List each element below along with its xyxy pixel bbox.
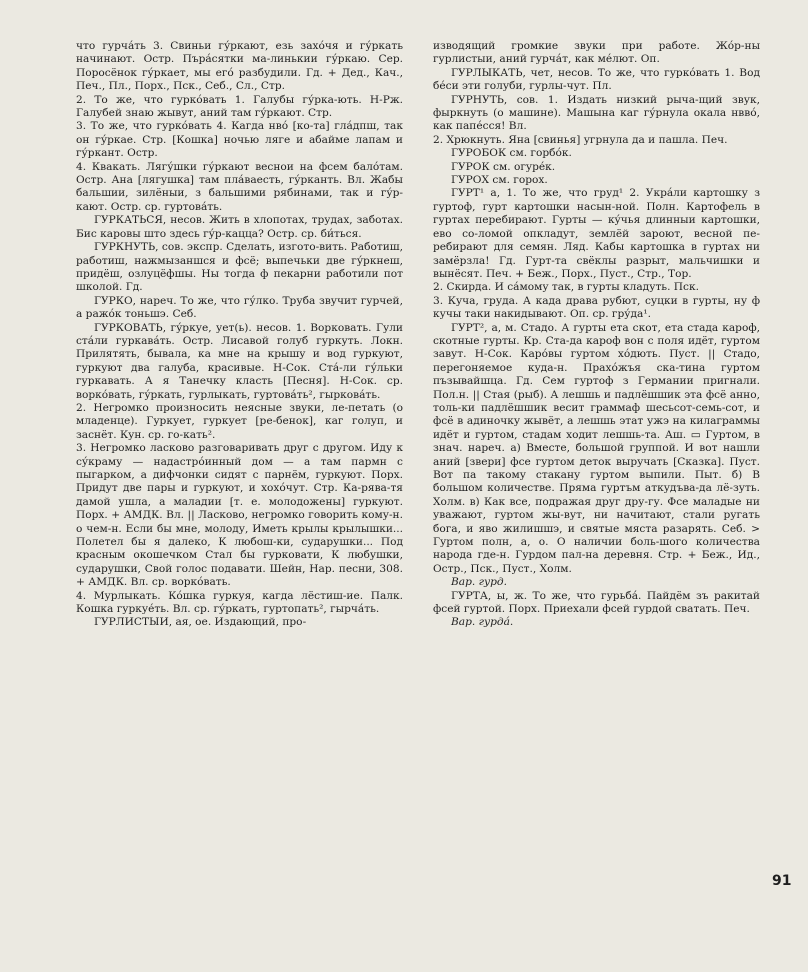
dictionary-entry: ГУРТА, ы, ж. То же, что гурьба́. Пайдём зъ ракитай фсей гуртой. Порх. Приехали фсей гурдой сватать. Печ. bbox=[433, 589, 760, 616]
entry-paragraph: 3. Куча, груда. А када драва рубют, суцки в гурты, ну ф кучы таки накидывают. Оп. ср. гру́да¹. bbox=[433, 294, 760, 321]
dictionary-entry: ГУРТ², а, м. Стадо. А гурты ета скот, ета стада кароф, скотные гурты. Кр. Ста-да кароф вон с поля идёт, гуртом завут. Н-Сок. Каро́вы гуртом хо́дють. Пуст. || Стадо, перегоняемое куда-н. Прахо́жъя ска-тина гуртом пъзывайшца. Гд. Сем гуртоф з Германии пригнали. Пол.н. || Стая (рыб). А лешшь и падлёшшик эта фсё анно, толь-ки падлёшшик весит граммаф шесьсот-семь-сот, и фсё в адиночку жывёт, а лешшь этат ужэ на килаграммы идёт и гуртом, стадам ходит лешшь-та. Аш. ▭ Гуртом, в знач. нареч. а) Вместе, большой группой. И вот нашли аний [звери] фсе гуртом деток выручать [Сказка]. Пуст. Вот па такому стакану гуртом выпили. Пыт. б) В большом количестве. Пряма гуртъм аткудъва-да лё-зуть. Холм. в) Как все, подражая друг дру-гу. Фсе маладые ни уважают, гуртом жы-вут, ни начитают, стали ругать бога, и яво жилишшэ, и святые мястa разарять. Себ. > Гуртом полн, а, о. О наличии боль-шого количества народа где-н. Гурдом пал-на деревня. Стр. + Беж., Ид., Остр., Пск., Пуст., Холм. bbox=[433, 321, 760, 575]
dictionary-entry: ГУРТ¹ а, 1. То же, что груд¹ 2. Укра́ли картошку з гуртоф, гурт картошки насын-ной. Полн. Картофель в гуртах перебирают. Гурты — ку́чья длинныи картошки, ево со-ломой опкладут, землёй зароют, весной пе-ребирают для семян. Ляд. Кабы картошка в гуртах ни замёрзла! Гд. Гурт-та свёклы разрыт, мальчишки и вынёсят. Печ. + Беж., Порх., Пуст., Стр., Тор. bbox=[433, 187, 760, 280]
entry-paragraph: 4. Квакать. Лягу́шки гу́ркают веснои на фсем бало́там. Остр. Ана [лягушка] там пла́ваесть, гу́рканть. Вл. Жабы бальшии, зилёныи, з бальшими рябинами, так и гу́р-кают. Остр. ср. гуртова́ть. bbox=[76, 160, 403, 213]
variant-note: Вар. гурд. bbox=[451, 576, 507, 589]
dictionary-entry: ГУРНУТЬ, сов. 1. Издать низкий рыча-щий звук, фыркнуть (о машине). Машына каг гу́рнула окала нвво́, как папе́сся! Вл. bbox=[433, 93, 760, 133]
entry-paragraph: 4. Мурлыкать. Ко́шка гуркуя, кагда лёстиш-ие. Палк. Кошка гуркуе́ть. Вл. ср. гу́ркать, гуртопать², гырча́ть. bbox=[76, 589, 403, 616]
variant-note: Вар. гурда́. bbox=[451, 616, 514, 629]
dictionary-entry: ГУРКОВАТЬ, гу́ркуе, ует(ь). несов. 1. Ворковать. Гули ста́ли гуркава́ть. Остр. Лисавой голуб гуркуть. Локн. Прилятять, бывала, ка мне на крышу и вод гуркуют, гуркуют два галуба, красивые. Н-Сок. Ста́-ли гу́льки гуркавать. А я Танечку класть [Песня]. Н-Сок. ср. ворко́вать, гу́ркать, гурлыкать, гуртова́ть², гыркова́ть. bbox=[76, 321, 403, 401]
entry-paragraph: 2. То же, что гурко́вать 1. Галубы гу́рка-ють. Н-Рж. Галубей знаю жывут, аний там гу́ркают. Стр. bbox=[76, 93, 403, 120]
entry-paragraph: 3. Негромко ласково разговаривать друг с другом. Иду к су́краму — надастро́инный дом — а там пармн с пыгарком, а дифчонки сидят с парнём, гуркуют. Порх. Придут две пары и гуркуют, и хохо́чут. Стр. Ка-рява-тя дамой ушла, а маладии [т. е. молодожены] гуркуют. Порх. + АМДК. Вл. || Ласково, негромко говорить кому-н. о чем-н. Если бы мне, молоду, Иметь крылы крылышки... Полетел бы я далеко, К любош-ки, сударушки... Под красным окошечком Стал бы гурковати, К любушки, сударушки, Свой голос подавати. Шейн, Нар. песни, 308. + АМДК. Вл. ср. ворко́вать. bbox=[76, 442, 403, 589]
entry-paragraph: 2. Хрюкнуть. Яна [свинья] угрнула да и пашла. Печ. bbox=[433, 133, 728, 146]
dictionary-entry: ГУРКНУТЬ, сов. экспр. Сделать, изгото-вить. Работиш, работиш, нажмызаншся и фсё; выпечьки две гу́ркнеш, придёш, озлуцёфшы. Ны тогда ф пекарни работили пот школой. Гд. bbox=[76, 241, 403, 294]
page-number: 91 bbox=[772, 873, 792, 889]
dictionary-entry: ГУРКАТЬСЯ, несов. Жить в хлопотах, трудах, заботах. Бис каровы што здесь гу́р-каццa? Остр. ср. би́ться. bbox=[76, 214, 403, 240]
dictionary-entry: ГУРЛЫКАТЬ, чет, несов. То же, что гурко́вать 1. Вод бе́си эти голуби, гурлы-чут. Пл. bbox=[433, 66, 760, 93]
left-column bbox=[76, 40, 403, 630]
right-column bbox=[433, 40, 760, 630]
entry-paragraph: изводящий громкие звуки при работе. Жо́р-ны гурлистыи, аний гурча́т, как ме́лют. Оп. bbox=[433, 40, 760, 66]
entry-paragraph: 3. То же, что гурко́вать 4. Кагда нво́ [ко-та] гла́дпш, так он гу́ркае. Стр. [Кошка] ночью ляге и абайме лапам и гу́ркант. Остр. bbox=[76, 120, 403, 160]
dictionary-entry: ГУРОК см. огуре́к. bbox=[451, 160, 556, 173]
dictionary-entry: ГУРЛИСТЫИ, ая, ое. Издающий, про- bbox=[94, 616, 307, 629]
text-columns bbox=[76, 40, 770, 630]
dictionary-entry: ГУРОБОК см. горбо́к. bbox=[451, 147, 572, 160]
entry-paragraph: 2. Скирда. И са́мому так, в гурты кладуть. Пск. bbox=[433, 281, 699, 294]
entry-paragraph: что гурча́ть 3. Свиньи гу́ркают, езь захо́чя и гу́ркать начинают. Остр. Пъра́сятки ма-линькии гу́ркаю. Сер. Поросёнок гу́ркает, мы его́ разбудили. Гд. + Дед., Кач., Печ., Пл., Порх., Пск., Себ., Сл., Стр. bbox=[76, 40, 403, 93]
dictionary-entry: ГУРОХ см. горох. bbox=[451, 174, 548, 187]
dictionary-entry: ГУРКО, нареч. То же, что гу́лко. Труба звучит гурчей, а ражо́к тоньшэ. Себ. bbox=[76, 294, 403, 321]
entry-paragraph: 2. Негромко произносить неясные звуки, ле-петать (о младенце). Гуркует, гуркует [ре-бенок], каг голуп, и заснёт. Кун. ср. го-кать². bbox=[76, 401, 403, 441]
